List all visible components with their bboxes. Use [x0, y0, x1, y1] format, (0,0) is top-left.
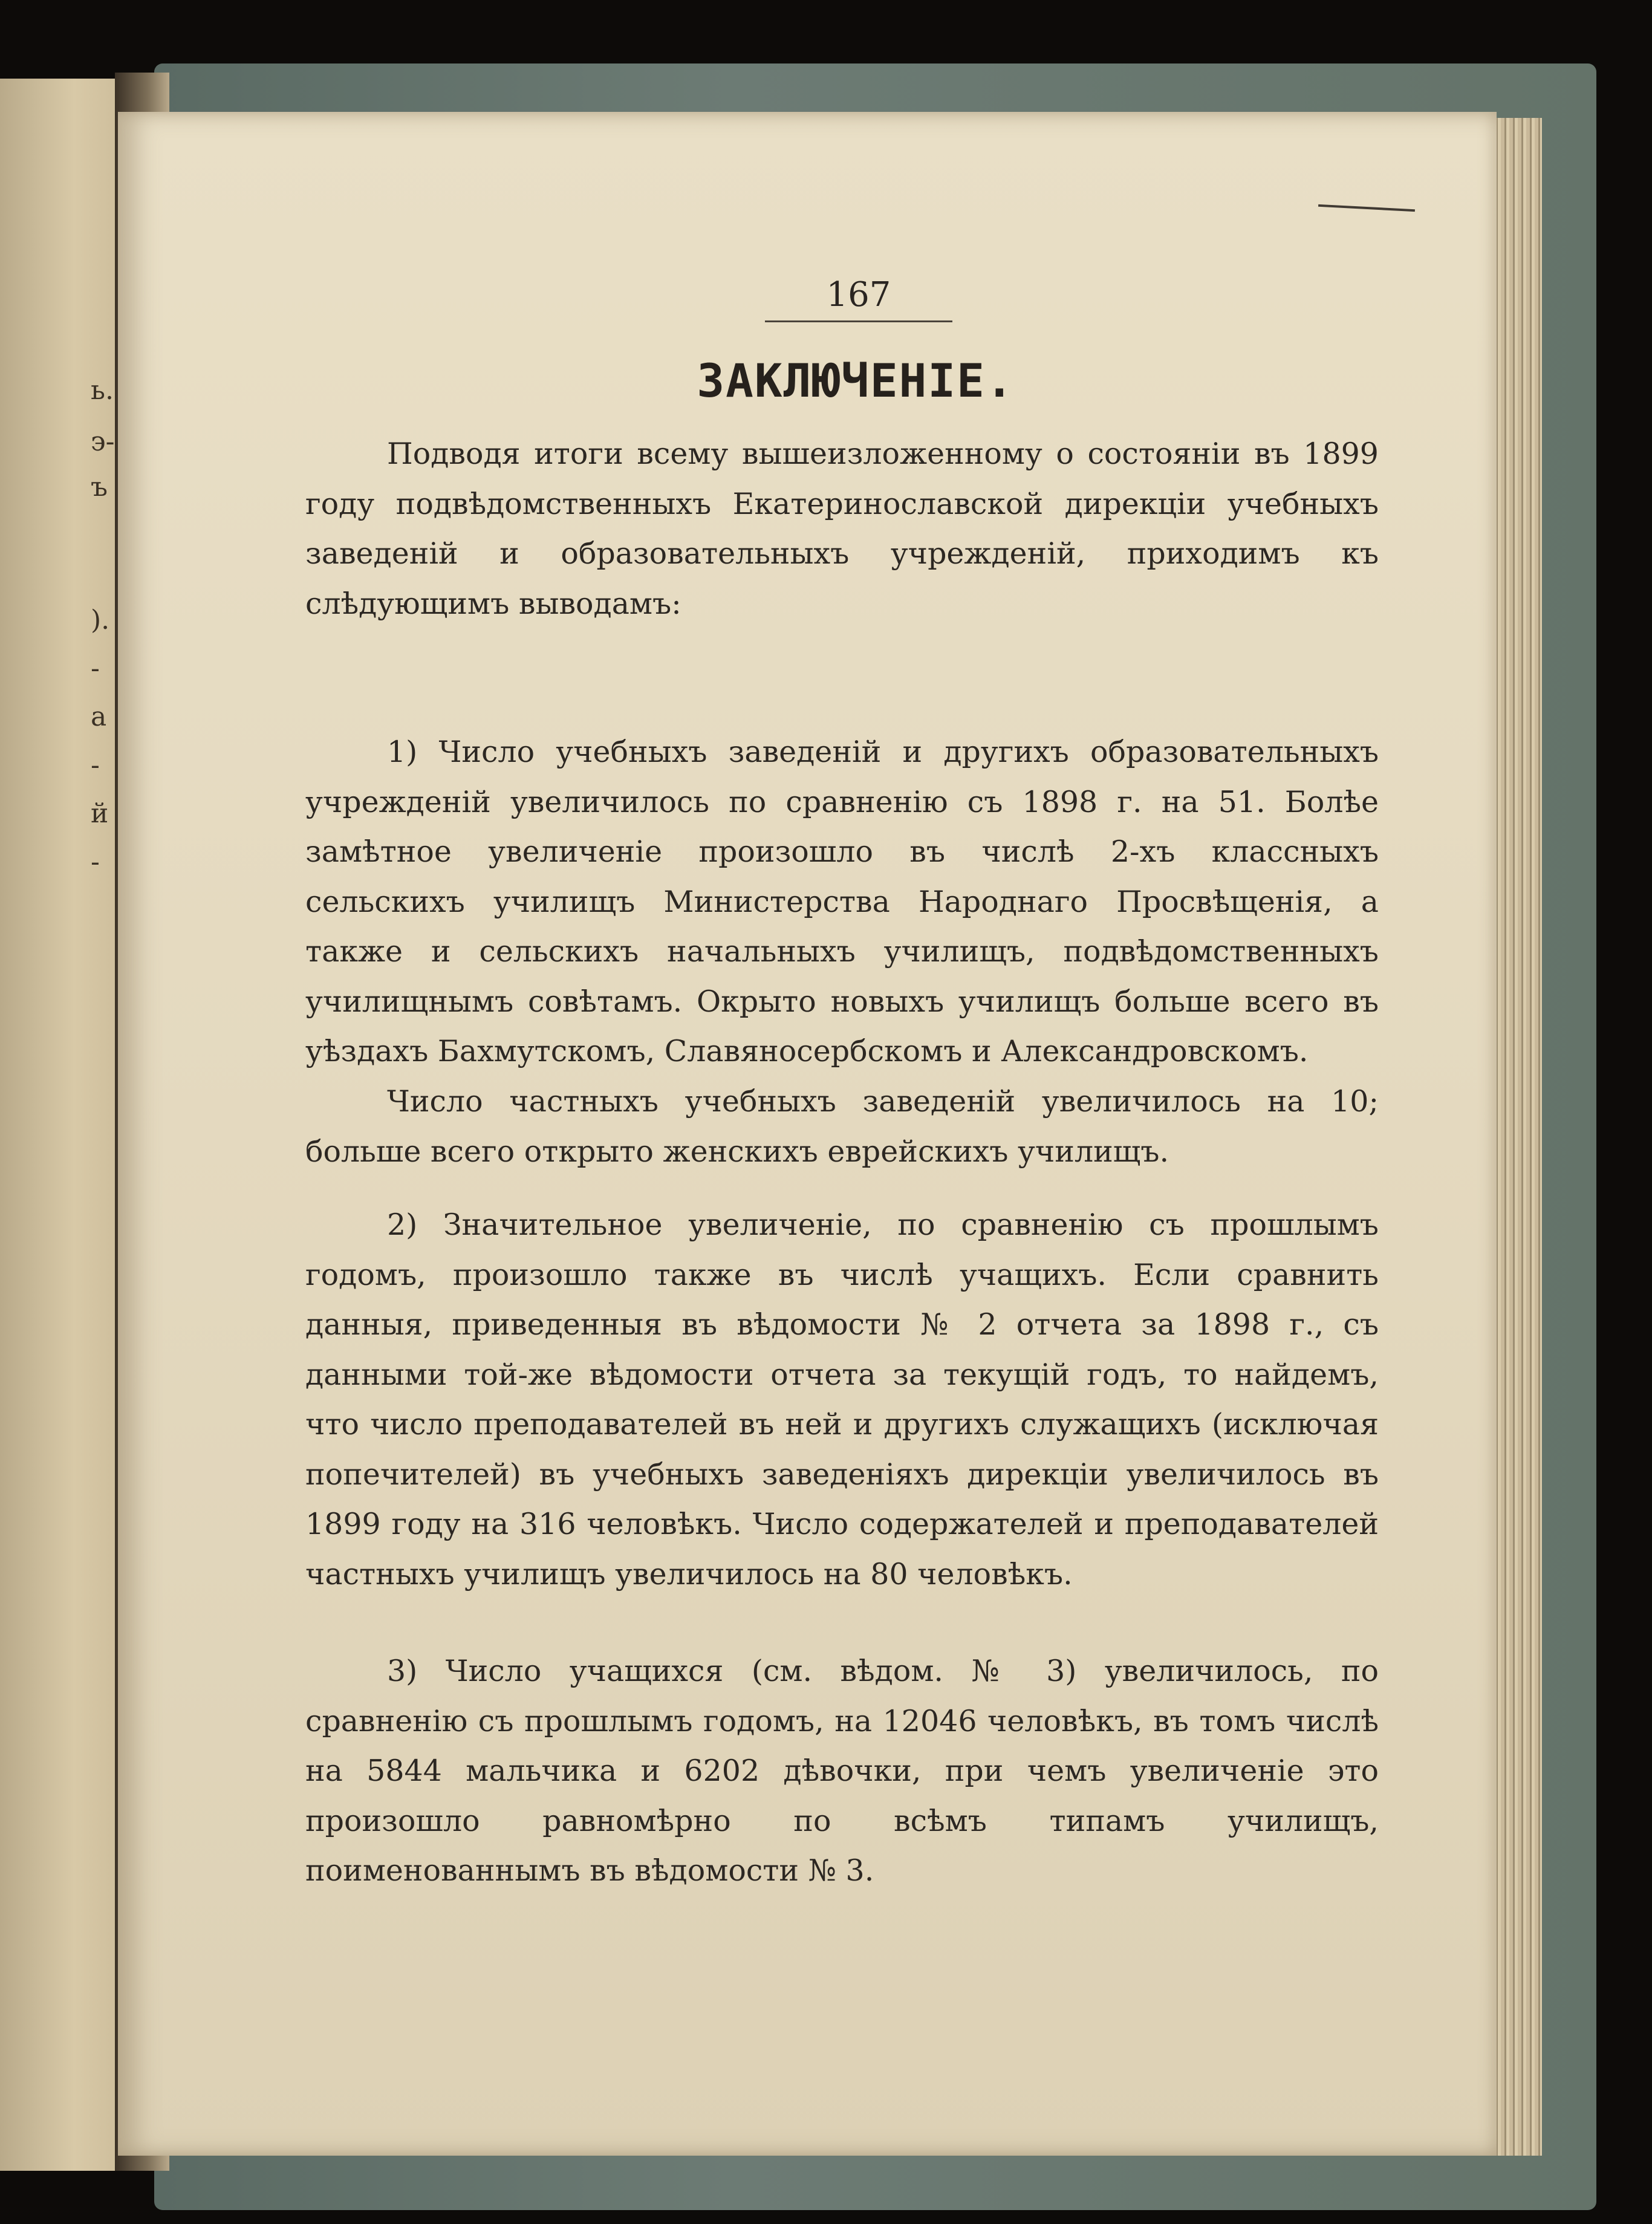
left-page-fragment: -	[91, 750, 100, 781]
left-page-fragment: ).	[91, 605, 110, 636]
chapter-heading: ЗАКЛЮЧЕНІЕ.	[697, 354, 1015, 408]
left-page-fragment: -	[91, 847, 100, 877]
left-page-fragment: й	[91, 798, 109, 829]
paragraph-intro: Подводя итоги всему вышеизложенному о состояніи въ 1899 году подвѣдомственныхъ Екатеринославской дирекціи учебныхъ заведеній и образовательныхъ учрежденій, приходимъ къ слѣдующимъ выводамъ:	[305, 437, 1379, 621]
page-number-rule	[765, 320, 952, 322]
paragraph-item-2: 2) Значительное увеличеніе, по сравненію съ прошлымъ годомъ, произошло также въ числѣ учащихъ. Если сравнить данныя, приведенныя въ вѣдомости № 2 отчета за 1898 г., съ данными той-же вѣдомости отчета за текущій годъ, то найдемъ, что число преподавателей въ ней и другихъ служащихъ (исключая попечителей) въ учебныхъ заведеніяхъ дирекціи увеличилось въ 1899 году на 316 человѣкъ. Число содержателей и преподавателей частныхъ училищъ увеличилось на 80 человѣкъ.	[305, 1208, 1379, 1592]
left-page-fragment: ь.	[91, 375, 114, 406]
book-page	[118, 112, 1497, 2156]
left-page-fragment: э-	[91, 426, 115, 457]
paragraph-private-schools: Число частныхъ учебныхъ заведеній увеличилось на 10; больше всего открыто женскихъ еврейскихъ училищъ.	[305, 1084, 1379, 1169]
left-page-fragment: ъ	[91, 472, 108, 502]
page-number: 167	[826, 275, 891, 314]
left-page-fragment: а	[91, 701, 107, 732]
left-page-fragment: -	[91, 653, 100, 684]
left-page-edge	[0, 79, 124, 2171]
paragraph-item-3: 3) Число учащихся (см. вѣдом. № 3) увеличилось, по сравненію съ прошлымъ годомъ, на 12046 человѣкъ, въ томъ числѣ на 5844 мальчика и 6202 дѣвочки, при чемъ увеличеніе это произошло равномѣрно по всѣмъ типамъ училищъ, поименованнымъ въ вѣдомости № 3.	[305, 1654, 1379, 1888]
paragraph-item-1: 1) Число учебныхъ заведеній и другихъ образовательныхъ учрежденій увеличилось по сравненію съ 1898 г. на 51. Болѣе замѣтное увеличеніе произошло въ числѣ 2-хъ классныхъ сельскихъ училищъ Министерства Народнаго Просвѣщенія, а также и сельскихъ начальныхъ училищъ, подвѣдомственныхъ училищнымъ совѣтамъ. Окрыто новыхъ училищъ больше всего въ уѣздахъ Бахмутскомъ, Славяносербскомъ и Александровскомъ.	[305, 735, 1379, 1068]
